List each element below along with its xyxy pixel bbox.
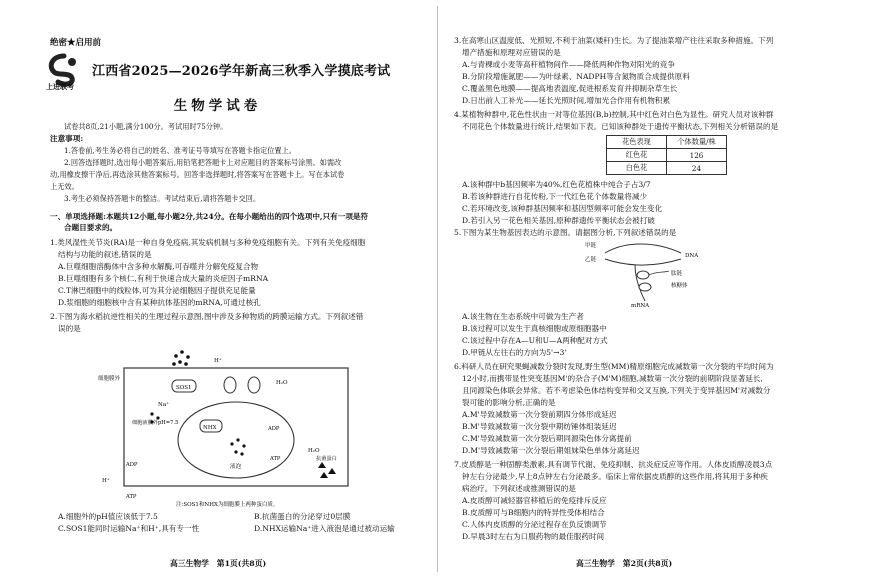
h-label-left: H⁺ xyxy=(102,478,110,484)
notice-line: 2.回答选择题时,选出每小题答案后,用铅笔把答题卡上对应题目的答案标号涂黑。如需改 xyxy=(64,158,342,167)
q6-option-a: A.M'导致减数第一次分裂前期四分体形成延迟 xyxy=(462,410,617,419)
vacuole-label: 液泡 xyxy=(230,464,242,470)
confidential-mark: 绝密★启用前 xyxy=(50,38,102,48)
adp-label-left: ADP xyxy=(126,462,138,468)
diagram-caption: 注:SOS1和NHX为细胞膜上两种蛋白质。 xyxy=(176,502,279,508)
notice-heading: 注意事项: xyxy=(50,134,84,143)
q6-stem-cont: 裂可能的影响分析,正确的是 xyxy=(462,398,556,407)
table-row xyxy=(607,162,727,175)
q4-option-b: B.若该种群进行自花传粉,下一代红色花个体数量将减少 xyxy=(462,192,648,201)
page-footer: 高三生物学 第2页(共8页) xyxy=(576,559,673,568)
q3-option-d: D.日出前人工补光——延长光照时间,增加光合作用有机物积累 xyxy=(462,96,671,105)
antimicrobial-protein-cluster xyxy=(318,462,336,478)
q7-stem: 7.皮质醇是一种固醇类激素,具有调节代谢、免疫抑制、抗炎症反应等作用。人体皮质醇凌晨3点 xyxy=(454,460,773,469)
membrane-label: 细胞膜外 xyxy=(98,376,121,382)
q2-option-d: D.NHX运输Na⁺进入液泡是通过被动运输 xyxy=(254,524,395,533)
flower-color-table xyxy=(606,135,727,175)
h2o-label-right: H₂O xyxy=(308,448,320,454)
q1-stem-cont: 结构与功能的叙述,错误的是 xyxy=(58,250,152,259)
na-cluster-outside xyxy=(172,350,190,366)
h-label-top: H⁺ xyxy=(214,358,222,364)
table-row xyxy=(607,149,727,162)
chain-label: 肽链 xyxy=(671,271,683,277)
strand-a-label: 甲链 xyxy=(585,243,597,249)
ribosome xyxy=(637,271,649,279)
q2-option-b: B.抗菌蛋白的分泌穿过0层膜 xyxy=(254,512,351,521)
channel xyxy=(224,377,236,393)
q1-option-a: A.巨噬细胞溶酶体中含多种水解酶,可吞噬并分解免疫复合物 xyxy=(58,262,259,271)
q1-option-d: D.浆细胞的细胞核中含有某种抗体基因的mRNA,可通过核孔 xyxy=(58,298,261,307)
q4-option-a: A.该种群中b基因频率为40%,红色花植株中纯合子占3/7 xyxy=(462,180,651,189)
dna-label: DNA xyxy=(685,253,699,259)
q4-option-c: C.若环境改变,该种群基因频率和基因型频率可能会发生变化 xyxy=(462,204,663,213)
q5-option-c: C.该过程中存在A—U和U—A两种配对方式 xyxy=(462,336,608,345)
q1-option-b: B.巨噬细胞有多个核仁,有利于快速合成大量的炎症因子mRNA xyxy=(58,274,269,283)
q5-option-d: D.甲链从左往右的方向为5'→3' xyxy=(462,348,567,357)
sos1-label: SOS1 xyxy=(176,385,192,391)
notice-line: 动,用橡皮擦干净后,再选涂其他答案标号。回答非选择题时,将答案写在答题卡上。写在本试卷 xyxy=(50,170,345,179)
protein-label: 抗菌蛋白 xyxy=(316,456,337,462)
notice-line: 3.考生必须保持答题卡的整洁。考试结束后,请将答题卡交回。 xyxy=(64,194,261,203)
q5-stem: 5.下图为某生物基因表达的示意图。请据图分析,下列叙述错误的是 xyxy=(454,228,677,237)
q6-option-d: D.M'导致减数第一次分裂后期姐妹染色单体分离延迟 xyxy=(462,446,640,455)
q2-option-c: C.SOS1能同时运输Na⁺和H⁺,具有专一性 xyxy=(58,524,200,533)
q5-option-a: A.该生物在生态系统中可做为生产者 xyxy=(462,312,584,321)
q6-stem: 6.科研人员在研究果蝇减数分裂时发现,野生型(MM)精原细胞完成减数第一次分裂的平均时间为 xyxy=(454,362,774,371)
mrna-label: mRNA xyxy=(631,303,650,309)
strand-b-label: 乙链 xyxy=(585,257,597,263)
q7-stem-cont: 钟左右分泌最少,早上8点钟左右分泌最多。临床上常依据皮质醇的这些作用,将其用于多种疾 xyxy=(462,472,768,481)
q2-option-a: A.细胞外的pH值应该低于7.5 xyxy=(58,512,158,521)
channel xyxy=(248,377,260,393)
peptide-chain xyxy=(649,271,669,275)
q1-stem: 1.类风湿性关节炎(RA)是一种自身免疫病,其发病机制与多种免疫细胞有关。下列有关免疫细胞 xyxy=(50,238,366,247)
page-divider xyxy=(437,6,438,572)
section-heading-cont: 合题目要求的。 xyxy=(64,223,118,232)
table-cell: 126 xyxy=(667,149,727,162)
cell-transport-diagram xyxy=(96,348,366,508)
q7-option-b: B.皮质醇可与B细胞内的特异性受体相结合 xyxy=(462,508,605,517)
table-cell: 红色花 xyxy=(607,149,667,162)
q1-option-c: C.T淋巴细胞中的线粒体,可为其分泌细胞因子提供充足能量 xyxy=(58,286,256,295)
q7-option-c: C.人体内皮质醇的分泌过程存在负反馈调节 xyxy=(462,520,607,529)
page-title: 江西省2025—2026学年新高三秋季入学摸底考试 xyxy=(92,64,391,79)
notice-line: 1.答卷前,考生务必将自己的姓名、准考证号等填写在答题卡指定位置上。 xyxy=(64,146,296,155)
ribosome xyxy=(639,283,651,291)
dna-strand-b xyxy=(605,259,681,265)
table-header: 花色表现 xyxy=(607,136,667,149)
q7-option-d: D.早晨3时左右为口服药物的最佳服药时间 xyxy=(462,532,605,541)
notice-line: 上无效。 xyxy=(50,182,79,191)
vacuole-membrane-label: 细胞液膜外pH=7.5 xyxy=(132,420,179,426)
q4-stem: 4.某植物种群中,花色性状由一对等位基因(B,b)控制,其中红色对白色为显性。研究人员对该种群 xyxy=(454,110,774,119)
table-cell: 24 xyxy=(667,162,727,175)
table-header: 个体数量/株 xyxy=(667,136,727,149)
page-footer: 高三生物学 第1页(共8页) xyxy=(170,559,267,568)
q3-stem-cont: 增产措施和原理对应错误的是 xyxy=(462,48,561,57)
q4-option-d: D.若引入另一花色相关基因,原种群遗传平衡状态会被打破 xyxy=(462,216,655,225)
q3-option-c: C.覆盖黑色地膜——提高地表温度,促进根系发育并抑制杂草生长 xyxy=(462,84,678,93)
q6-option-c: C.M'导致减数第一次分裂后期同源染色体分离提前 xyxy=(462,434,632,443)
q2-stem-cont: 误的是 xyxy=(58,324,81,333)
q6-stem-cont: 且同源染色体联会异常。若不考虑染色体结构变异和交叉互换,下列关于变异基因M'对减数分 xyxy=(462,386,771,395)
q2-stem: 2.下图为海水稻抗逆性相关的生理过程示意图,图中涉及多种物质的跨膜运输方式。下列叙述错 xyxy=(50,312,364,321)
na-label: Na⁺ xyxy=(158,402,169,408)
logo-label: 上进联考 xyxy=(46,83,74,91)
section-heading: 一、单项选择题:本题共12小题,每小题2分,共24分。在每小题给出的四个选项中,只有一项是符 xyxy=(50,212,369,221)
gene-expression-diagram xyxy=(585,237,705,309)
exam-meta: 试卷共8页,21小题,满分100分。考试用时75分钟。 xyxy=(64,122,228,131)
q5-option-b: B.该过程可以发生于真核细胞或原细胞器中 xyxy=(462,324,607,333)
dna-strand-a xyxy=(605,244,681,253)
q3-option-b: B.分阶段增施氮肥——为叶绿素、NADPH等含氮物质合成提供原料 xyxy=(462,72,690,81)
table-cell: 白色花 xyxy=(607,162,667,175)
atp-label-right: ATP xyxy=(270,456,281,462)
atp-label-left: ATP xyxy=(126,494,137,500)
ribosome-label: 核糖体 xyxy=(671,283,688,289)
na-cluster-vacuole xyxy=(230,438,245,455)
subject-title: 生物学试卷 xyxy=(173,98,262,114)
q3-option-a: A.与青稞或小麦等高秆植物间作——降低两种作物对阳光的竞争 xyxy=(462,60,675,69)
q4-stem-cont: 不同花色个体数量进行统计,结果如下表。已知该种群处于遗传平衡状态,下列相关分析错误的是 xyxy=(462,122,779,131)
q7-stem-cont: 病治疗。下列叙述或推测错误的是 xyxy=(462,484,576,493)
adp-label-right: ADP xyxy=(268,426,280,432)
q6-option-b: B.M'导致减数第一次分裂中期纺锤体组装延迟 xyxy=(462,422,617,431)
nhx-label: NHX xyxy=(203,425,217,431)
q3-stem: 3.在高寒山区温度低、光照短,不利于油菜(矮秆)生长。为了提油菜增产往往采取多种措施。下列 xyxy=(454,36,774,45)
table-row xyxy=(607,136,727,149)
q6-stem-cont: 12小时,而携带显性突变基因M'的杂合子(M'M)细胞,减数第一次分裂的前期阶段显著延长, xyxy=(462,374,763,383)
h2o-label-top: H₂O xyxy=(276,380,288,386)
q7-option-a: A.皮质醇可减轻器官移植后的免疫排斥反应 xyxy=(462,496,607,505)
